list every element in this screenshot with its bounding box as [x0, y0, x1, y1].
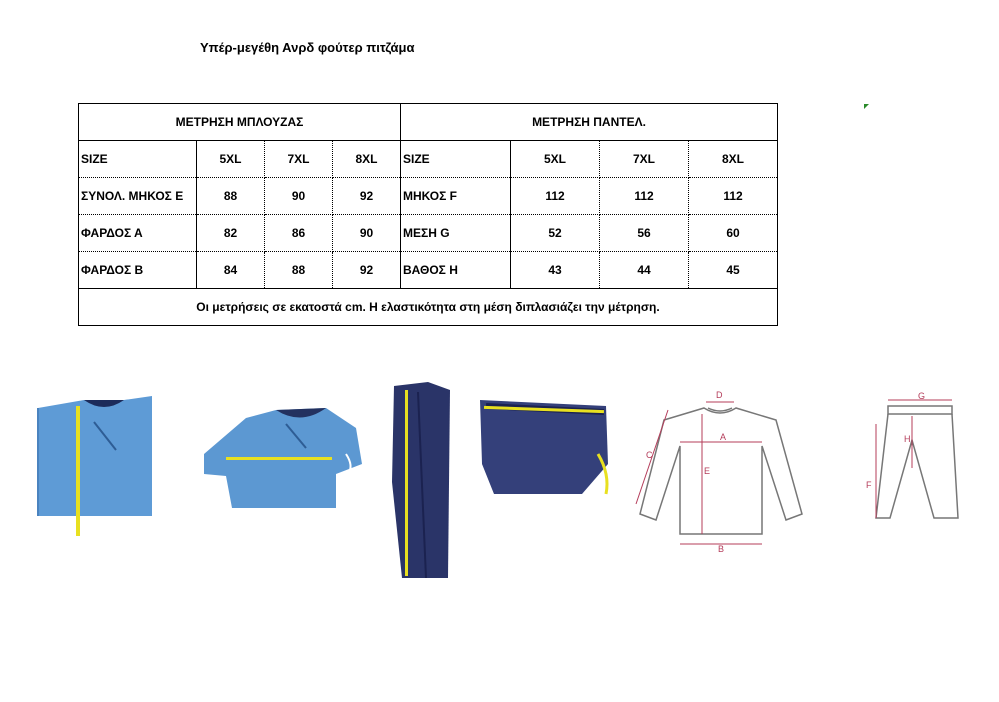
pants-length-photo	[388, 382, 454, 580]
diagram-label-d: D	[716, 390, 723, 400]
shirt-header: ΜΕΤΡΗΣΗ ΜΠΛΟΥΖΑΣ	[79, 104, 401, 141]
value-cell: 92	[333, 252, 401, 289]
table-row	[79, 252, 778, 289]
size-cell: 7XL	[600, 141, 689, 178]
diagram-label-c: C	[646, 450, 653, 460]
row-label: ΜΕΣΗ G	[401, 215, 511, 252]
value-cell: 60	[689, 215, 778, 252]
size-cell: 7XL	[265, 141, 333, 178]
value-cell: 92	[333, 178, 401, 215]
diagram-label-e: E	[704, 466, 711, 476]
diagram-label-b: B	[718, 544, 725, 552]
corner-mark-icon	[864, 104, 869, 109]
size-table	[78, 103, 778, 326]
pants-waist-photo	[478, 394, 618, 498]
size-cell: 5XL	[511, 141, 600, 178]
value-cell: 43	[511, 252, 600, 289]
shirt-diagram	[626, 386, 804, 552]
table-row	[79, 215, 778, 252]
size-label: SIZE	[79, 141, 197, 178]
row-label: ΦΑΡΔΟΣ Α	[79, 215, 197, 252]
value-cell: 88	[197, 178, 265, 215]
row-label: ΒΑΘΟΣ Η	[401, 252, 511, 289]
shirt-length-photo	[24, 392, 154, 538]
size-cell: 8XL	[333, 141, 401, 178]
value-cell: 56	[600, 215, 689, 252]
row-label: ΣΥΝΟΛ. ΜΗΚΟΣ Ε	[79, 178, 197, 215]
table-footer-note: Οι μετρήσεις σε εκατοστά cm. Η ελαστικότητα στη μέση διπλασιάζει την μέτρηση.	[79, 289, 778, 326]
diagram-label-a: A	[720, 432, 727, 442]
diagram-label-g: G	[918, 391, 926, 401]
value-cell: 86	[265, 215, 333, 252]
value-cell: 90	[333, 215, 401, 252]
value-cell: 44	[600, 252, 689, 289]
pants-diagram	[862, 390, 966, 522]
value-cell: 90	[265, 178, 333, 215]
row-label: ΦΑΡΔΟΣ Β	[79, 252, 197, 289]
value-cell: 45	[689, 252, 778, 289]
table-row	[79, 141, 778, 178]
table-row	[79, 104, 778, 141]
diagram-label-h: H	[904, 434, 911, 444]
table-row	[79, 178, 778, 215]
size-label: SIZE	[401, 141, 511, 178]
value-cell: 82	[197, 215, 265, 252]
diagram-label-f: F	[866, 480, 872, 490]
size-cell: 5XL	[197, 141, 265, 178]
table-row	[79, 289, 778, 326]
shirt-width-photo	[196, 404, 366, 510]
size-cell: 8XL	[689, 141, 778, 178]
page-title: Υπέρ-μεγέθη Ανρδ φούτερ πιτζάμα	[200, 40, 415, 55]
pants-header: ΜΕΤΡΗΣΗ ΠΑΝΤΕΛ.	[401, 104, 778, 141]
row-label: ΜΗΚΟΣ F	[401, 178, 511, 215]
value-cell: 88	[265, 252, 333, 289]
value-cell: 52	[511, 215, 600, 252]
value-cell: 112	[511, 178, 600, 215]
value-cell: 112	[600, 178, 689, 215]
value-cell: 112	[689, 178, 778, 215]
value-cell: 84	[197, 252, 265, 289]
